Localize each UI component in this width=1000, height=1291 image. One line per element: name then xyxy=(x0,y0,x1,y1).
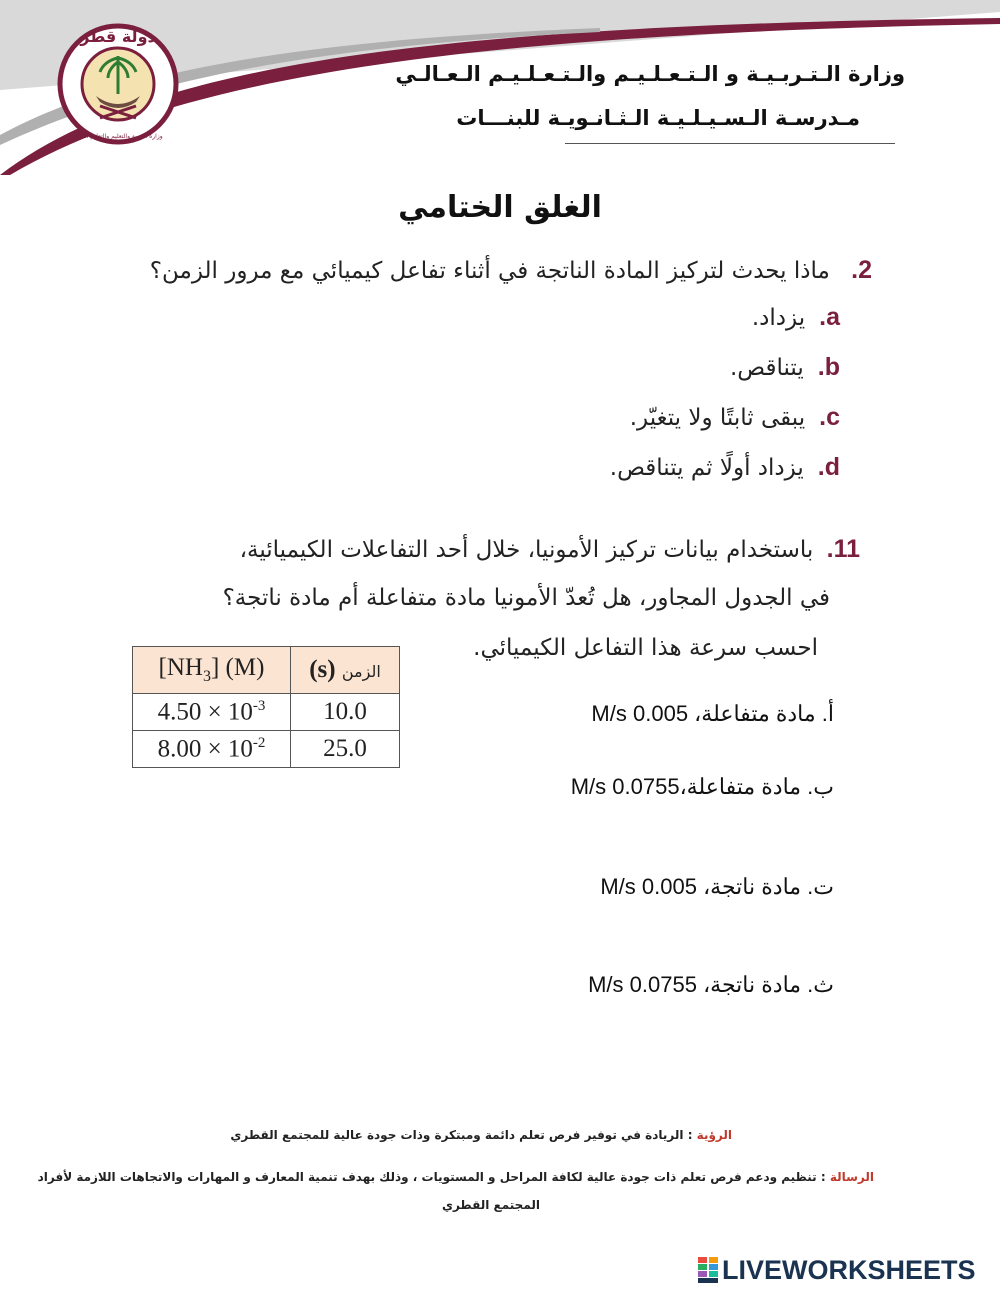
ministry-name: وزارة الـتـربـيـة و الـتـعـلـيـم والـتـعـلـيـم الـعـالـي xyxy=(395,62,905,86)
footer-mission xyxy=(38,1170,874,1184)
option-c[interactable] xyxy=(630,403,840,432)
logo-subtitle: وزارة التربية والتعليم والتعليم العالي xyxy=(73,133,163,140)
answer-choice-4[interactable]: ث. مادة ناتجة، 0.0755 M/s xyxy=(588,972,834,997)
qatar-emblem-logo xyxy=(56,22,180,146)
time-header: (s) الزمن xyxy=(291,647,400,694)
option-c-text: يبقى ثابتًا ولا يتغيّر. xyxy=(629,405,806,431)
liveworksheets-logo-icon xyxy=(698,1257,718,1283)
ammonia-data-table xyxy=(132,646,400,768)
option-a-text: يزداد. xyxy=(751,305,806,331)
header-divider xyxy=(565,143,895,144)
option-b-text: يتناقص. xyxy=(729,355,804,381)
answer-choice-3[interactable]: ت. مادة ناتجة، 0.005 M/s xyxy=(600,874,834,899)
option-a[interactable] xyxy=(752,303,840,332)
time-cell: 25.0 xyxy=(291,731,400,768)
concentration-cell: $8.00 \times 10^{-2}$ xyxy=(133,731,291,768)
concentration-cell: $4.50 \times 10^{-3}$ xyxy=(133,694,291,731)
answer-choice-1[interactable]: أ. مادة متفاعلة، 0.005 M/s xyxy=(591,701,834,726)
option-d[interactable] xyxy=(610,453,840,482)
footer-mission-line-2: المجتمع القطري xyxy=(441,1198,540,1212)
logo-title: دولة قطر xyxy=(80,27,156,46)
option-d-letter: d. xyxy=(817,453,840,481)
option-b[interactable] xyxy=(730,353,840,382)
question-2 xyxy=(150,256,872,285)
school-name: مـدرسـة الـسـيـلـيـة الـثـانـويـة للبنـــات xyxy=(456,106,860,130)
liveworksheets-text: LIVEWORKSHEETS xyxy=(722,1254,976,1285)
mission-label: الرسالة xyxy=(829,1170,874,1184)
question-11-number: 11. xyxy=(826,535,860,563)
question-11-line-1 xyxy=(240,535,860,564)
table-row xyxy=(133,694,400,731)
time-cell: 10.0 xyxy=(291,694,400,731)
question-2-text: ماذا يحدث لتركيز المادة الناتجة في أثناء تفاعل كيميائي مع مرور الزمن؟ xyxy=(149,258,830,284)
mission-text: : تنظيم ودعم فرص تعلم ذات جودة عالية لكافة المراحل و المستويات ، وذلك بهدف تنمية المعارف و المهارات والاتجاهات اللازمة لأفراد xyxy=(37,1170,830,1184)
question-11-text-1: باستخدام بيانات تركيز الأمونيا، خلال أحد التفاعلات الكيميائية، xyxy=(239,537,814,563)
option-a-letter: a. xyxy=(819,303,840,331)
question-11-line-3: احسب سرعة هذا التفاعل الكيميائي. xyxy=(473,635,818,661)
page-title: الغلق الختامي xyxy=(398,190,602,225)
question-2-number: 2. xyxy=(851,256,872,284)
table-header-row xyxy=(133,647,400,694)
option-b-letter: b. xyxy=(817,353,840,381)
question-11-line-2: في الجدول المجاور، هل تُعدّ الأمونيا مادة متفاعلة أم مادة ناتجة؟ xyxy=(222,585,830,611)
answer-choice-2[interactable]: ب. مادة متفاعلة،0.0755 M/s xyxy=(570,774,834,799)
concentration-header: $[NH_3]$ (M) xyxy=(133,647,291,694)
liveworksheets-brand[interactable] xyxy=(698,1255,976,1285)
option-c-letter: c. xyxy=(819,403,840,431)
option-d-text: يزداد أولًا ثم يتناقص. xyxy=(609,455,804,481)
table-row xyxy=(133,731,400,768)
footer-vision xyxy=(230,1128,732,1142)
vision-label: الرؤية xyxy=(696,1128,732,1142)
vision-text: : الريادة في توفير فرص تعلم دائمة ومبتكرة وذات جودة عالية للمجتمع القطري xyxy=(230,1128,697,1142)
